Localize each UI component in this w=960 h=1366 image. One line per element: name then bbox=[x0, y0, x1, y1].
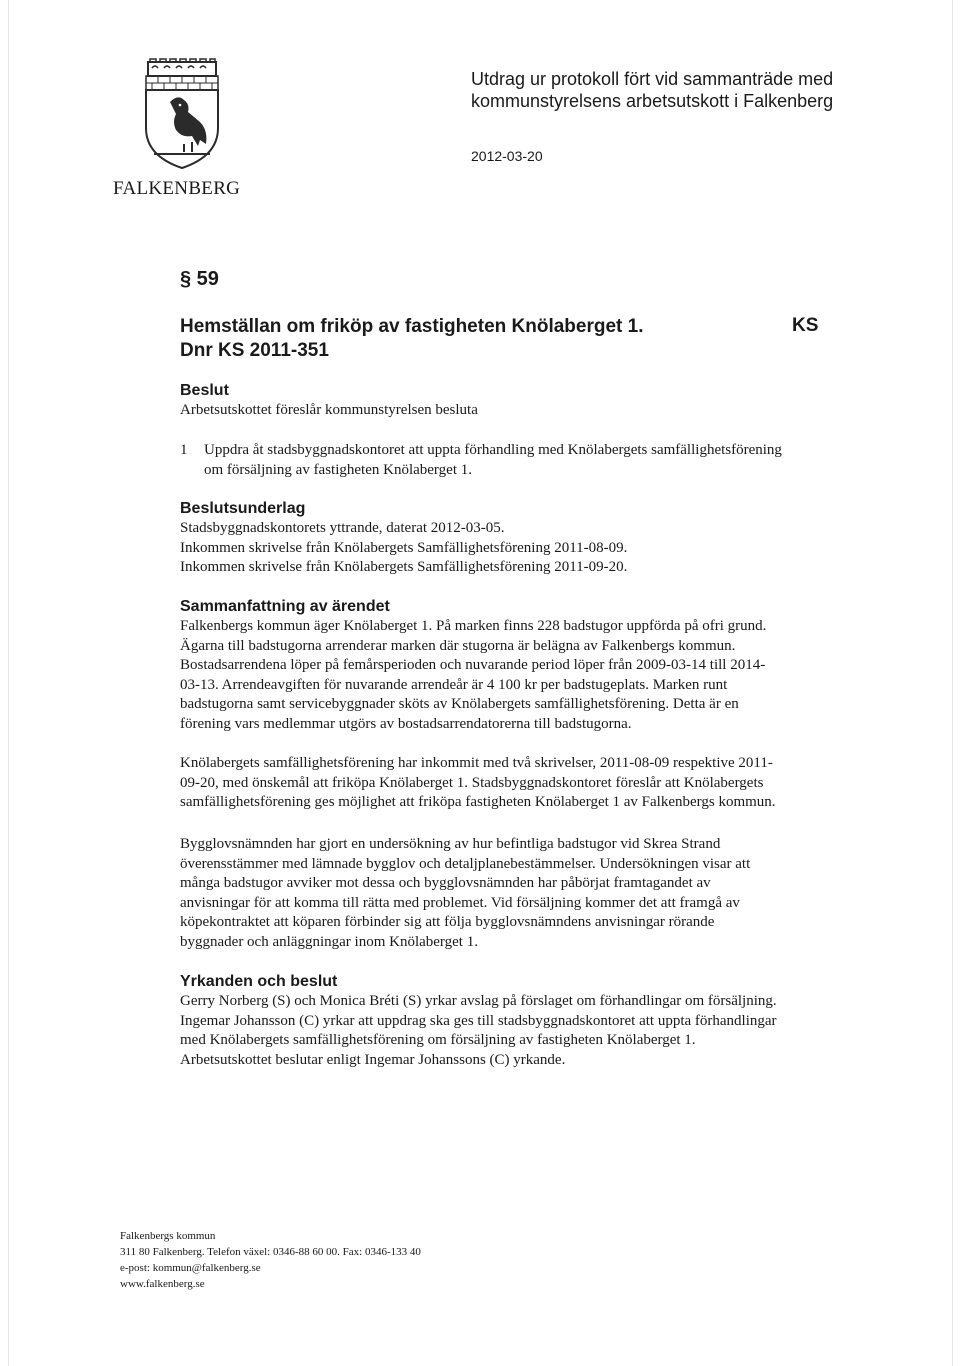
sammanfattning-line: överensstämmer med lämnade bygglov och detaljplanebestämmelser. Undersökningen visar att bbox=[180, 855, 751, 872]
yrkanden-line: Arbetsutskottet beslutar enligt Ingemar Johanssons (C) yrkande. bbox=[180, 1051, 566, 1068]
footer-line: Falkenbergs kommun bbox=[120, 1230, 216, 1242]
footer-contact bbox=[120, 1228, 421, 1292]
sammanfattning-line: byggnader och anläggningar inom Knölaberget 1. bbox=[180, 933, 478, 950]
sammanfattning-line: Bostadsarrendena löper på femårsperioden och nuvarande period löper från 2009-03-14 till 2014- bbox=[180, 657, 766, 674]
sammanfattning-line: många badstugor avviker mot dessa och bygglovsnämnden har påbörjat framtagandet av bbox=[180, 875, 711, 892]
sammanfattning-line: Falkenbergs kommun äger Knölaberget 1. På marken finns 228 badstugor uppförda på ofri grund. bbox=[180, 618, 767, 634]
sammanfattning-paragraph-2 bbox=[180, 754, 852, 813]
beslut-intro: Arbetsutskottet föreslår kommunstyrelsen besluta bbox=[180, 402, 478, 418]
footer-website: www.falkenberg.se bbox=[120, 1278, 205, 1290]
underlag-line: Inkommen skrivelse från Knölabergets Samfällighetsförening 2011-08-09. bbox=[180, 539, 628, 556]
beslut-item-line: om försäljning av fastigheten Knölaberget 1. bbox=[204, 461, 472, 478]
scan-edge-left bbox=[8, 0, 9, 1366]
underlag-line: Inkommen skrivelse från Knölabergets Samfällighetsförening 2011-09-20. bbox=[180, 559, 628, 576]
sammanfattning-heading: Sammanfattning av ärendet bbox=[180, 598, 390, 615]
org-name: FALKENBERG bbox=[113, 178, 241, 199]
underlag-line: Stadsbyggnadskontorets yttrande, daterat 2012-03-05. bbox=[180, 520, 505, 536]
beslut-item-line: Uppdra åt stadsbyggnadskontoret att uppta förhandling med Knölabergets samfällighetsförening bbox=[204, 442, 782, 458]
yrkanden-line: Gerry Norberg (S) och Monica Bréti (S) yrkar avslag på förslaget om förhandlingar om försäljning. bbox=[180, 993, 777, 1009]
sammanfattning-paragraph-3 bbox=[180, 835, 852, 953]
meeting-date: 2012-03-20 bbox=[471, 148, 543, 164]
case-title-line-1: Hemställan om friköp av fastigheten Knölaberget 1. bbox=[180, 316, 644, 337]
underlag-heading: Beslutsunderlag bbox=[180, 500, 306, 517]
sammanfattning-line: Ägarna till badstugorna arrenderar marken där stugorna är belägna av Falkenbergs kommun. bbox=[180, 637, 736, 654]
yrkanden-line: med Knölabergets samfällighetsförening om försäljning av fastigheten Knölaberget 1. bbox=[180, 1032, 696, 1049]
yrkanden-section bbox=[180, 972, 852, 1070]
sammanfattning-line: 09-20, med önskemål att friköpa Knölaberget 1. Stadsbyggnadskontoret föreslår att Knölabergets bbox=[180, 774, 764, 791]
paragraph-number: § 59 bbox=[180, 268, 219, 290]
beslut-item-number: 1 bbox=[180, 442, 188, 458]
sammanfattning-line: anvisningar för att komma till rätta med problemet. Vid försäljning kommer det att framgå av bbox=[180, 894, 740, 911]
sammanfattning-line: förening vars medlemmar utgörs av bostadsarrendatorerna till badstugorna. bbox=[180, 715, 632, 732]
beslut-item-text bbox=[204, 441, 852, 480]
beslut-section bbox=[180, 381, 852, 421]
beslut-heading: Beslut bbox=[180, 382, 229, 399]
sammanfattning-line: Bygglovsnämnden har gjort en undersökning av hur befintliga badstugor vid Skrea Strand bbox=[180, 836, 721, 852]
protocol-line-2: kommunstyrelsens arbetsutskott i Falkenberg bbox=[471, 91, 834, 111]
sammanfattning-line: Knölabergets samfällighetsförening har inkommit med två skrivelser, 2011-08-09 respektive 2011- bbox=[180, 755, 773, 771]
underlag-section bbox=[180, 499, 852, 578]
yrkanden-heading: Yrkanden och beslut bbox=[180, 973, 338, 990]
sammanfattning-line: samfällighetsförening ges möjlighet att friköpa fastigheten Knölaberget 1 av Falkenbergs kommun. bbox=[180, 794, 776, 811]
case-dnr: Dnr KS 2011-351 bbox=[180, 340, 329, 361]
coat-of-arms-logo bbox=[140, 58, 224, 170]
footer-email: e-post: kommun@falkenberg.se bbox=[120, 1262, 261, 1274]
scan-edge-right bbox=[952, 0, 953, 1366]
sammanfattning-line: 03-13. Arrendeavgiften för nuvarande arrendeår är 4 100 kr per badstugeplats. Marken runt bbox=[180, 676, 728, 693]
sammanfattning-line: badstugorna samt servicebyggnader sköts av Knölabergets samfällighetsförening. Detta är en bbox=[180, 696, 739, 713]
protocol-heading bbox=[471, 68, 833, 112]
case-title bbox=[180, 315, 644, 363]
case-tag: KS bbox=[792, 315, 819, 336]
sammanfattning-line: köpekontraktet att köparen förbinder sig att följa bygglovsnämndens anvisningar rörande bbox=[180, 914, 715, 931]
protocol-line-1: Utdrag ur protokoll fört vid sammanträde med bbox=[471, 69, 834, 89]
footer-line: 311 80 Falkenberg. Telefon växel: 0346-88 60 00. Fax: 0346-133 40 bbox=[120, 1246, 421, 1258]
yrkanden-line: Ingemar Johansson (C) yrkar att uppdrag ska ges till stadsbyggnadskontoret att uppta förhandlingar bbox=[180, 1012, 777, 1029]
sammanfattning-section bbox=[180, 597, 852, 735]
